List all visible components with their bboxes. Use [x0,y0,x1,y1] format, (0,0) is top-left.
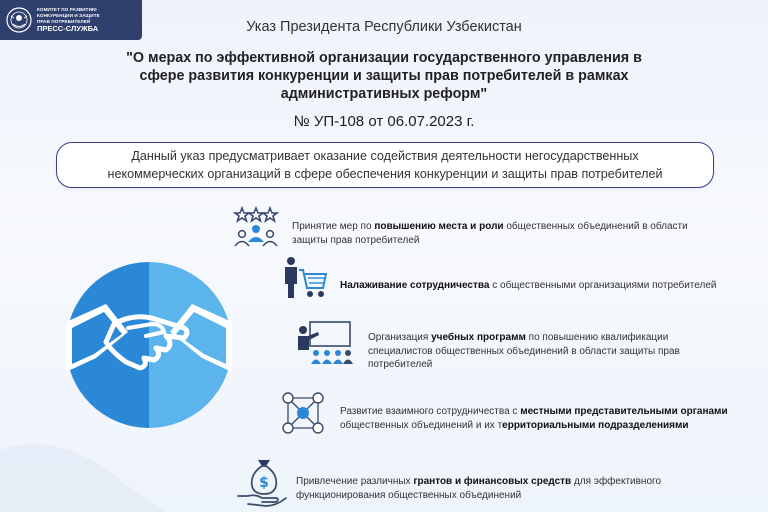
money-bag-hand-icon [236,456,288,508]
item-5-text: Привлечение различных грантов и финансовых средств для эффективного функционирования общественных объединений [296,476,662,501]
item-4-text: Развитие взаимного сотрудничества с местными представительными органами общественных объединений и их территориальными подразделениями [340,406,728,431]
logo-org-line1: КОМИТЕТ ПО РАЗВИТИЮ [37,7,97,13]
teacher-presentation-icon [296,320,354,366]
network-people-icon [278,388,328,438]
decree-number: № УП-108 от 06.07.2023 г. [293,113,475,130]
people-stars-icon [232,206,280,248]
summary-line2: некоммерческих организаций в сфере обеспечения конкуренции и защиты прав потребителей [107,167,663,181]
item-2-text: Налаживание сотрудничества с общественными организациями потребителей [340,280,717,291]
header-title: Указ Президента Республики Узбекистан [246,19,522,35]
summary-line1: Данный указ предусматривает оказание содействия деятельности негосударственных [131,149,639,163]
logo-press: ПРЕСС-СЛУЖБА [37,24,99,34]
decree-title: "О мерах по эффективной организации государственного управления в сфере развития конкуренции и защиты прав потребителей в рамках административных реформ" [126,50,642,102]
item-3-text: Организация учебных программ по повышению квалификации специалистов общественных объединений в области защиты прав потребителей [368,332,680,370]
logo-org-line3: ПРАВ ПОТРЕБИТЕЛЕЙ [37,18,91,24]
svg-text:$: $ [259,475,269,491]
summary-box [56,142,714,188]
shopping-cart-person-icon [282,256,328,300]
item-1-text: Принятие мер по повышению места и роли общественных объединений в области защиты прав потребителей [292,221,688,246]
logo-org-line2: КОНКУРЕНЦИИ И ЗАЩИТЕ [37,12,100,18]
handshake-icon [66,262,232,428]
